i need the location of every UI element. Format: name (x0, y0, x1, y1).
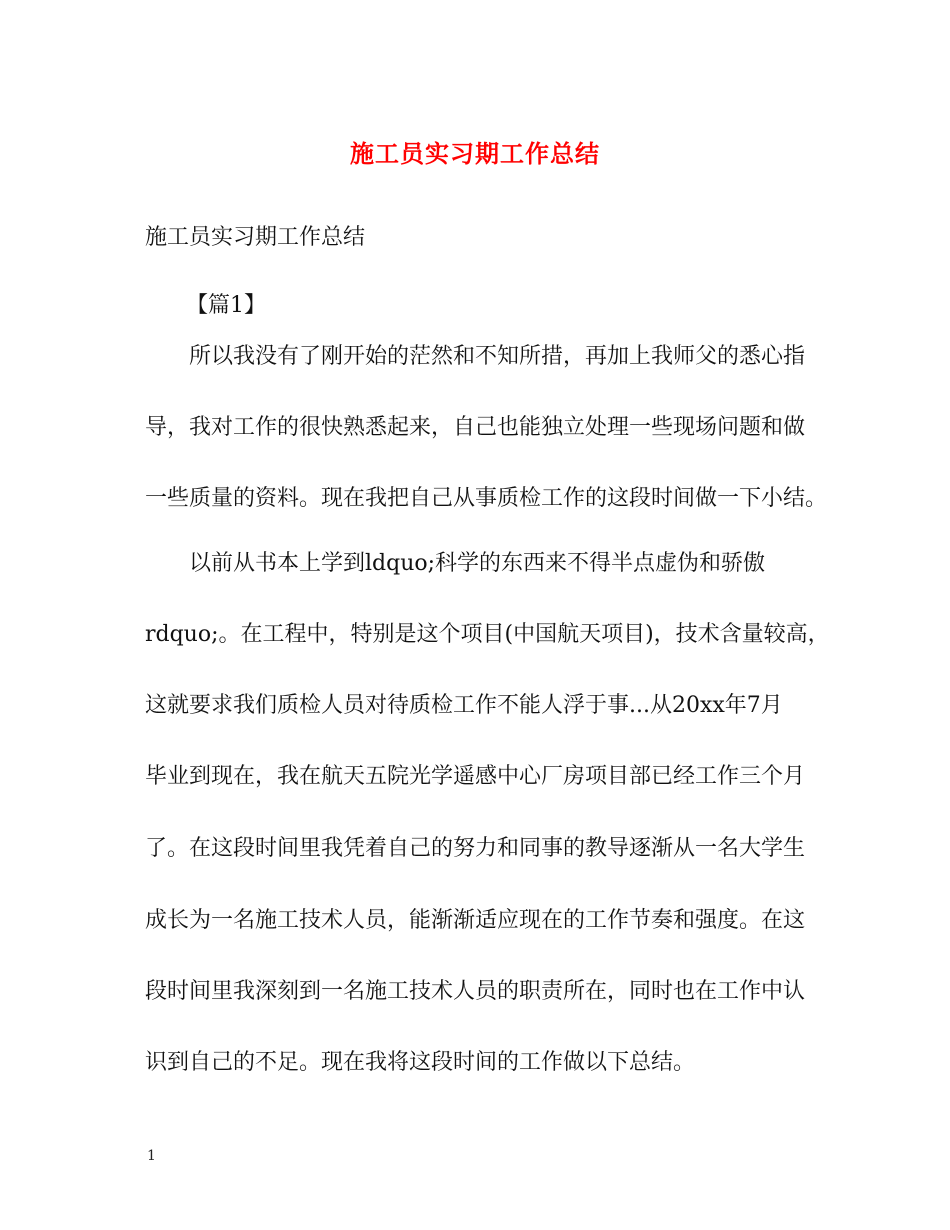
paragraph-2-line: 毕业到现在，我在航天五院光学遥感中心厂房项目部已经工作三个月 (145, 764, 806, 789)
document-title: 施工员实习期工作总结 (350, 139, 600, 168)
paragraph-1-line: 所以我没有了刚开始的茫然和不知所措，再加上我师父的悉心指 (189, 344, 806, 369)
paragraph-1-line: 一些质量的资料。现在我把自己从事质检工作的这段时间做一下小结。 (145, 486, 828, 511)
document-subtitle: 施工员实习期工作总结 (145, 225, 366, 250)
paragraph-2-line: 段时间里我深刻到一名施工技术人员的职责所在，同时也在工作中认 (145, 979, 806, 1004)
paragraph-2-line: rdquo;。在工程中，特别是这个项目(中国航天项目)，技术含量较高， (145, 622, 830, 647)
section-label: 【篇1】 (186, 293, 266, 318)
paragraph-2-line: 这就要求我们质检人员对待质检工作不能人浮于事...从20xx年7月 (145, 693, 783, 718)
paragraph-2-line: 了。在这段时间里我凭着自己的努力和同事的教导逐渐从一名大学生 (145, 836, 806, 861)
page-number: 1 (147, 1148, 156, 1164)
paragraph-2-line: 识到自己的不足。现在我将这段时间的工作做以下总结。 (145, 1050, 696, 1075)
paragraph-1-line: 导，我对工作的很快熟悉起来，自己也能独立处理一些现场问题和做 (145, 415, 806, 440)
paragraph-2-line: 成长为一名施工技术人员，能渐渐适应现在的工作节奏和强度。在这 (145, 908, 806, 933)
paragraph-2-line: 以前从书本上学到ldquo;科学的东西来不得半点虚伪和骄傲 (189, 551, 766, 576)
